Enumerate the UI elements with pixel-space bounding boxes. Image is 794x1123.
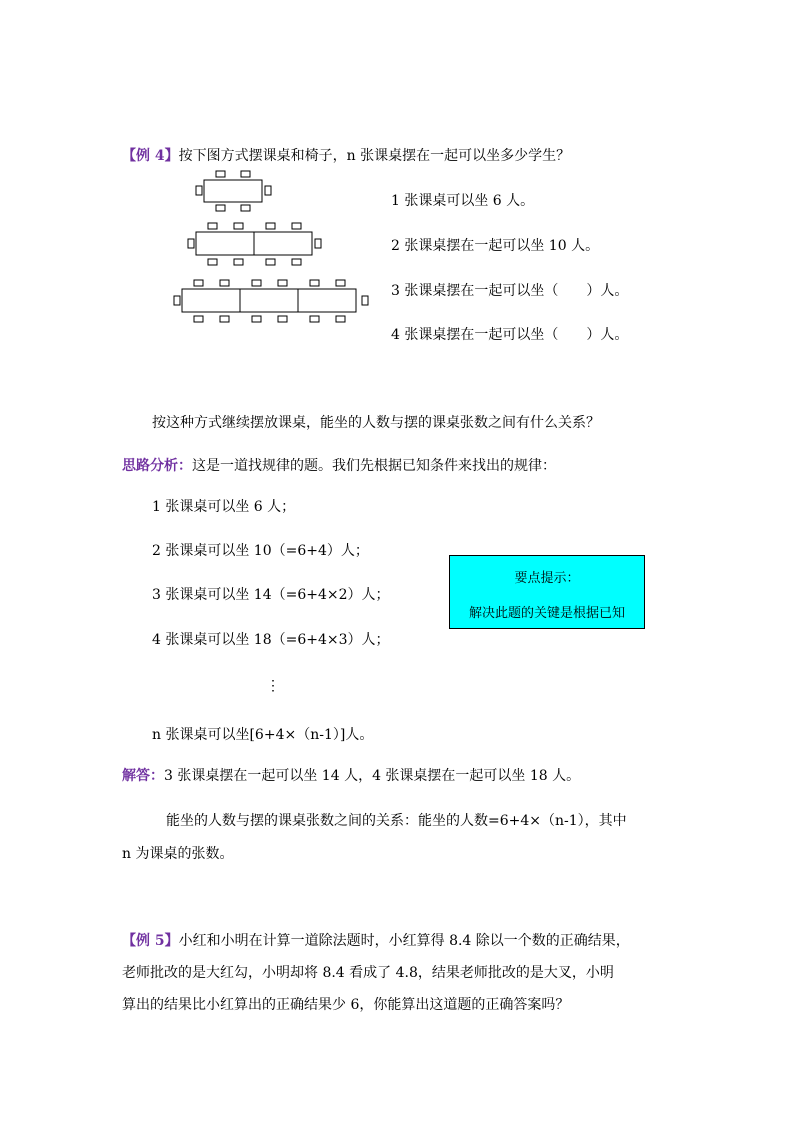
chair (194, 316, 203, 322)
chair (174, 296, 180, 305)
chair (194, 280, 203, 286)
step-1: 1 张课桌可以坐 6 人； (152, 499, 296, 515)
chair (208, 223, 217, 229)
desk-1-1 (204, 180, 262, 202)
chair (362, 296, 368, 305)
tip-title: 要点提示： (514, 571, 580, 586)
chair (310, 280, 319, 286)
desk-2-2 (254, 232, 312, 255)
desk-3-1 (182, 289, 240, 312)
chair (241, 171, 250, 177)
tip-text: 解决此题的关键是根据已知 (468, 606, 625, 621)
desk-3-2 (240, 289, 298, 312)
chair (278, 316, 287, 322)
desk-diagram (170, 168, 375, 328)
example-5-label: 【例 5】 (122, 933, 179, 949)
chair (252, 316, 261, 322)
chair (265, 186, 271, 195)
chair (188, 239, 194, 248)
chair (208, 259, 217, 265)
chair (310, 316, 319, 322)
chair (292, 223, 301, 229)
example-4-heading (122, 147, 570, 165)
chair (278, 280, 287, 286)
relation-line-2: n 为课桌的张数。 (122, 846, 234, 862)
ellipsis: ⋮ (266, 678, 280, 694)
chair (266, 259, 275, 265)
desk-3-3 (298, 289, 356, 312)
chair (241, 205, 250, 211)
answer-label: 解答： (122, 768, 164, 784)
fact-4: 4 张课桌摆在一起可以坐（ ）人。 (391, 327, 629, 343)
chair (220, 280, 229, 286)
step-3: 3 张课桌可以坐 14（=6+4×2）人； (152, 587, 390, 603)
answer-text: 3 张课桌摆在一起可以坐 14 人，4 张课桌摆在一起可以坐 18 人。 (164, 768, 581, 784)
chair (336, 316, 345, 322)
step-4: 4 张课桌可以坐 18（=6+4×3）人； (152, 632, 390, 648)
example-5-text-1: 小红和小明在计算一道除法题时，小红算得 8.4 除以一个数的正确结果， (178, 933, 630, 949)
chair (292, 259, 301, 265)
chair (315, 239, 321, 248)
example-4-question: 按下图方式摆课桌和椅子，n 张课桌摆在一起可以坐多少学生？ (178, 148, 571, 164)
example-5-line-2: 老师批改的是大红勾，小明却将 8.4 看成了 4.8，结果老师批改的是大叉，小明 (122, 965, 614, 981)
chair (196, 186, 202, 195)
step-2: 2 张课桌可以坐 10（=6+4）人； (152, 543, 369, 559)
example-5-line-3: 算出的结果比小红算出的正确结果少 6，你能算出这道题的正确答案吗？ (122, 997, 570, 1013)
chair (234, 223, 243, 229)
analysis-text: 这是一道找规律的题。我们先根据已知条件来找出的规律： (192, 458, 556, 474)
example-5-line-1 (122, 932, 630, 950)
chair (336, 280, 345, 286)
chair (216, 205, 225, 211)
chair (266, 223, 275, 229)
answer-line (122, 767, 580, 785)
chair (252, 280, 261, 286)
chair (234, 259, 243, 265)
general-formula: n 张课桌可以坐[6+4×（n-1）]人。 (152, 727, 374, 743)
chair (220, 316, 229, 322)
fact-3: 3 张课桌摆在一起可以坐（ ）人。 (391, 283, 629, 299)
key-point-tip-box (449, 555, 645, 629)
analysis-line (122, 457, 556, 475)
fact-1: 1 张课桌可以坐 6 人。 (391, 193, 535, 209)
fact-2: 2 张课桌摆在一起可以坐 10 人。 (391, 238, 600, 254)
desk-arrangement-figure (170, 168, 375, 328)
example-4-label: 【例 4】 (122, 148, 179, 164)
analysis-label: 思路分析： (122, 458, 192, 474)
chair (216, 171, 225, 177)
desk-2-1 (196, 232, 254, 255)
followup-question: 按这种方式继续摆放课桌，能坐的人数与摆的课桌张数之间有什么关系？ (152, 415, 600, 431)
relation-line-1: 能坐的人数与摆的课桌张数之间的关系：能坐的人数=6+4×（n-1），其中 (166, 813, 627, 829)
